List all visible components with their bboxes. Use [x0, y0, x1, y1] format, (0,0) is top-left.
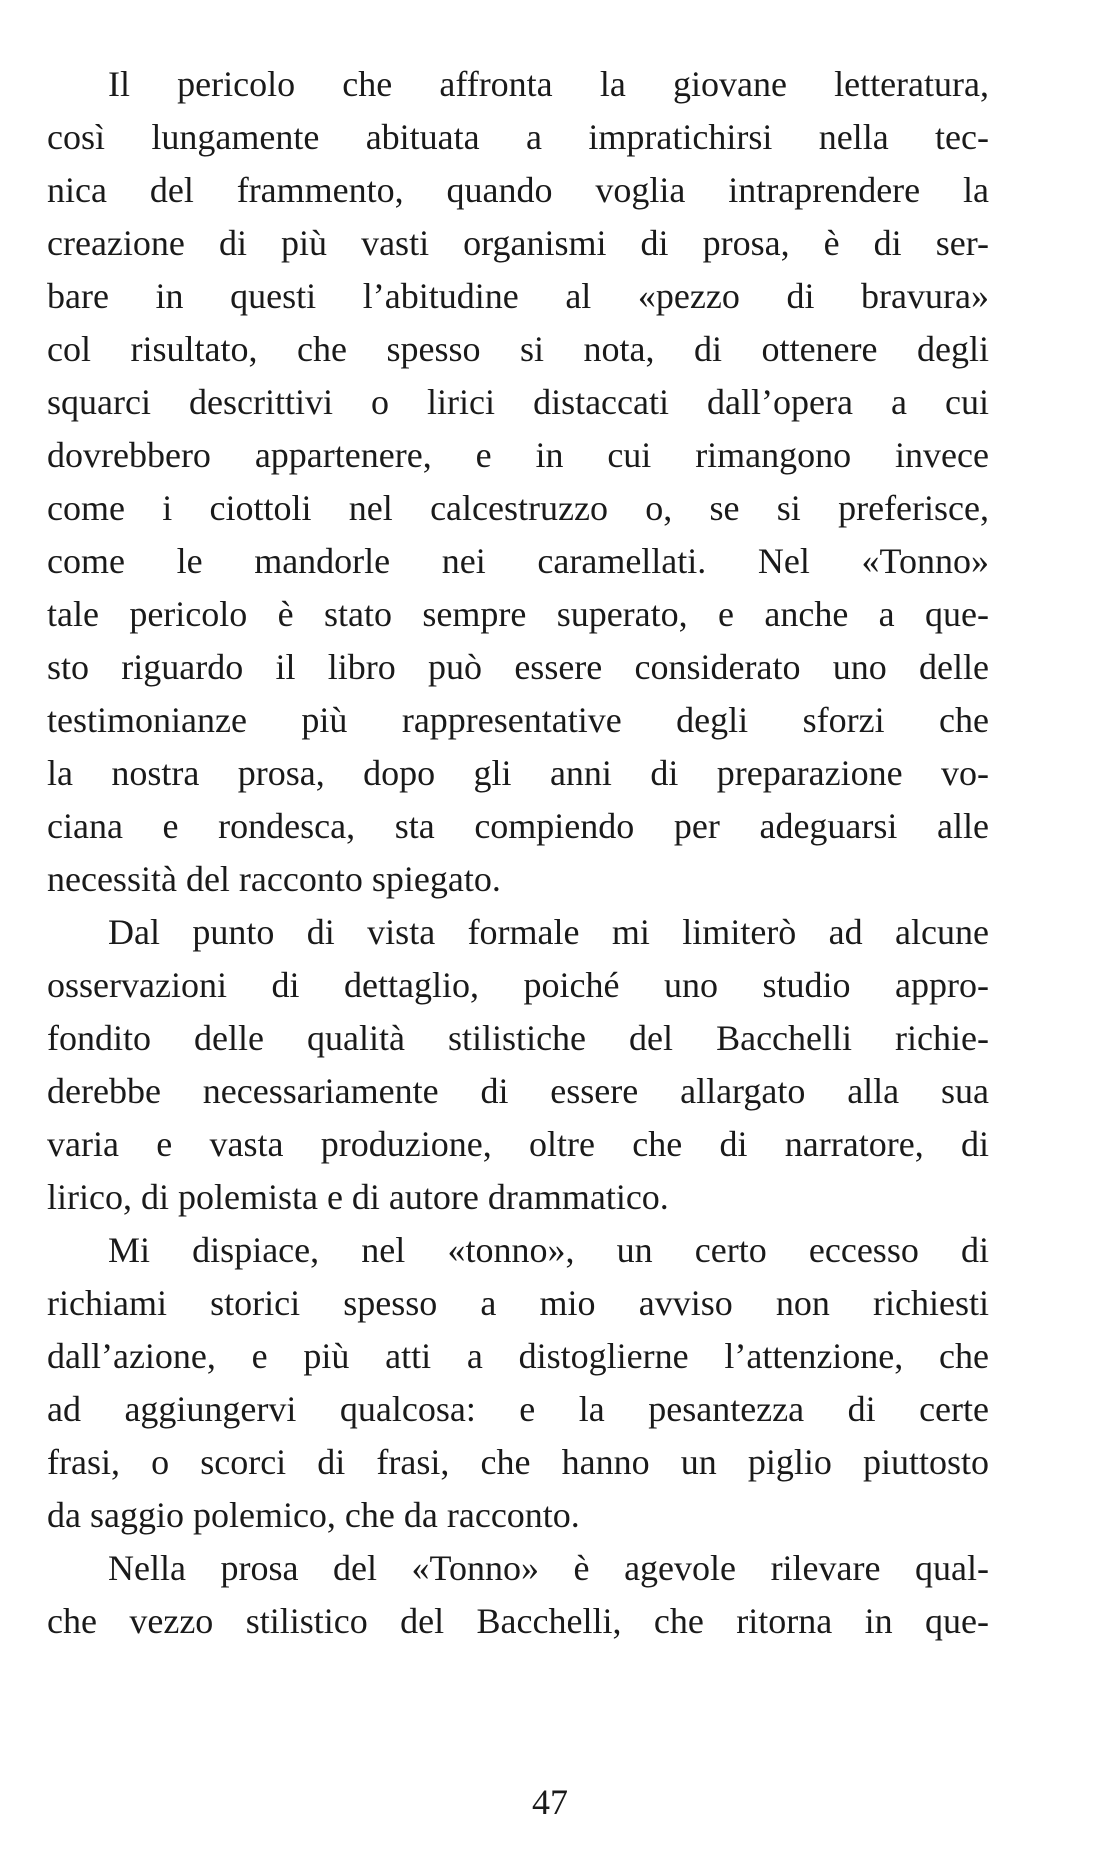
- page-number: 47: [532, 1782, 568, 1822]
- paragraph-1-line-16: necessità del racconto spiegato.: [47, 859, 501, 899]
- paragraph-1-line-11: tale pericolo è stato sempre superato, e anche a que-: [47, 594, 989, 634]
- paragraph-3-line-1: Mi dispiace, nel «tonno», un certo eccesso di: [108, 1230, 989, 1270]
- paragraph-2-line-4: derebbe necessariamente di essere allargato alla sua: [47, 1071, 989, 1111]
- paragraph-1-line-12: sto riguardo il libro può essere considerato uno delle: [47, 647, 989, 687]
- paragraph-1-line-13: testimonianze più rappresentative degli sforzi che: [47, 700, 989, 740]
- body-text: [47, 58, 989, 1648]
- paragraph-2-line-5: varia e vasta produzione, oltre che di narratore, di: [47, 1124, 989, 1164]
- paragraph-1-line-1: Il pericolo che affronta la giovane letteratura,: [108, 64, 989, 104]
- paragraph-2-line-1: Dal punto di vista formale mi limiterò ad alcune: [108, 912, 989, 952]
- paragraph-1-line-3: nica del frammento, quando voglia intraprendere la: [47, 170, 989, 210]
- paragraph-4-line-1: Nella prosa del «Tonno» è agevole rilevare qual-: [108, 1548, 989, 1588]
- paragraph-1-line-10: come le mandorle nei caramellati. Nel «Tonno»: [47, 541, 989, 581]
- paragraph-3-line-4: ad aggiungervi qualcosa: e la pesantezza di certe: [47, 1389, 989, 1429]
- paragraph-1-line-9: come i ciottoli nel calcestruzzo o, se si preferisce,: [47, 488, 989, 528]
- paragraph-1-line-4: creazione di più vasti organismi di prosa, è di ser-: [47, 223, 989, 263]
- paragraph-3-line-6: da saggio polemico, che da racconto.: [47, 1495, 580, 1535]
- paragraph-1-line-15: ciana e rondesca, sta compiendo per adeguarsi alle: [47, 806, 989, 846]
- paragraph-3-line-3: dall’azione, e più atti a distoglierne l’attenzione, che: [47, 1336, 989, 1376]
- paragraph-1-line-2: così lungamente abituata a impratichirsi nella tec-: [47, 117, 989, 157]
- paragraph-1-line-5: bare in questi l’abitudine al «pezzo di bravura»: [47, 276, 989, 316]
- paragraph-1-line-6: col risultato, che spesso si nota, di ottenere degli: [47, 329, 989, 369]
- paragraph-1-line-7: squarci descrittivi o lirici distaccati dall’opera a cui: [47, 382, 989, 422]
- paragraph-2-line-2: osservazioni di dettaglio, poiché uno studio appro-: [47, 965, 989, 1005]
- paragraph-1-line-14: la nostra prosa, dopo gli anni di preparazione vo-: [47, 753, 989, 793]
- paragraph-4-line-2: che vezzo stilistico del Bacchelli, che ritorna in que-: [47, 1601, 989, 1641]
- paragraph-3-line-2: richiami storici spesso a mio avviso non richiesti: [47, 1283, 989, 1323]
- paragraph-3-line-5: frasi, o scorci di frasi, che hanno un piglio piuttosto: [47, 1442, 989, 1482]
- paragraph-2-line-3: fondito delle qualità stilistiche del Bacchelli richie-: [47, 1018, 989, 1058]
- paragraph-1-line-8: dovrebbero appartenere, e in cui rimangono invece: [47, 435, 989, 475]
- paragraph-2-line-6: lirico, di polemista e di autore drammatico.: [47, 1177, 669, 1217]
